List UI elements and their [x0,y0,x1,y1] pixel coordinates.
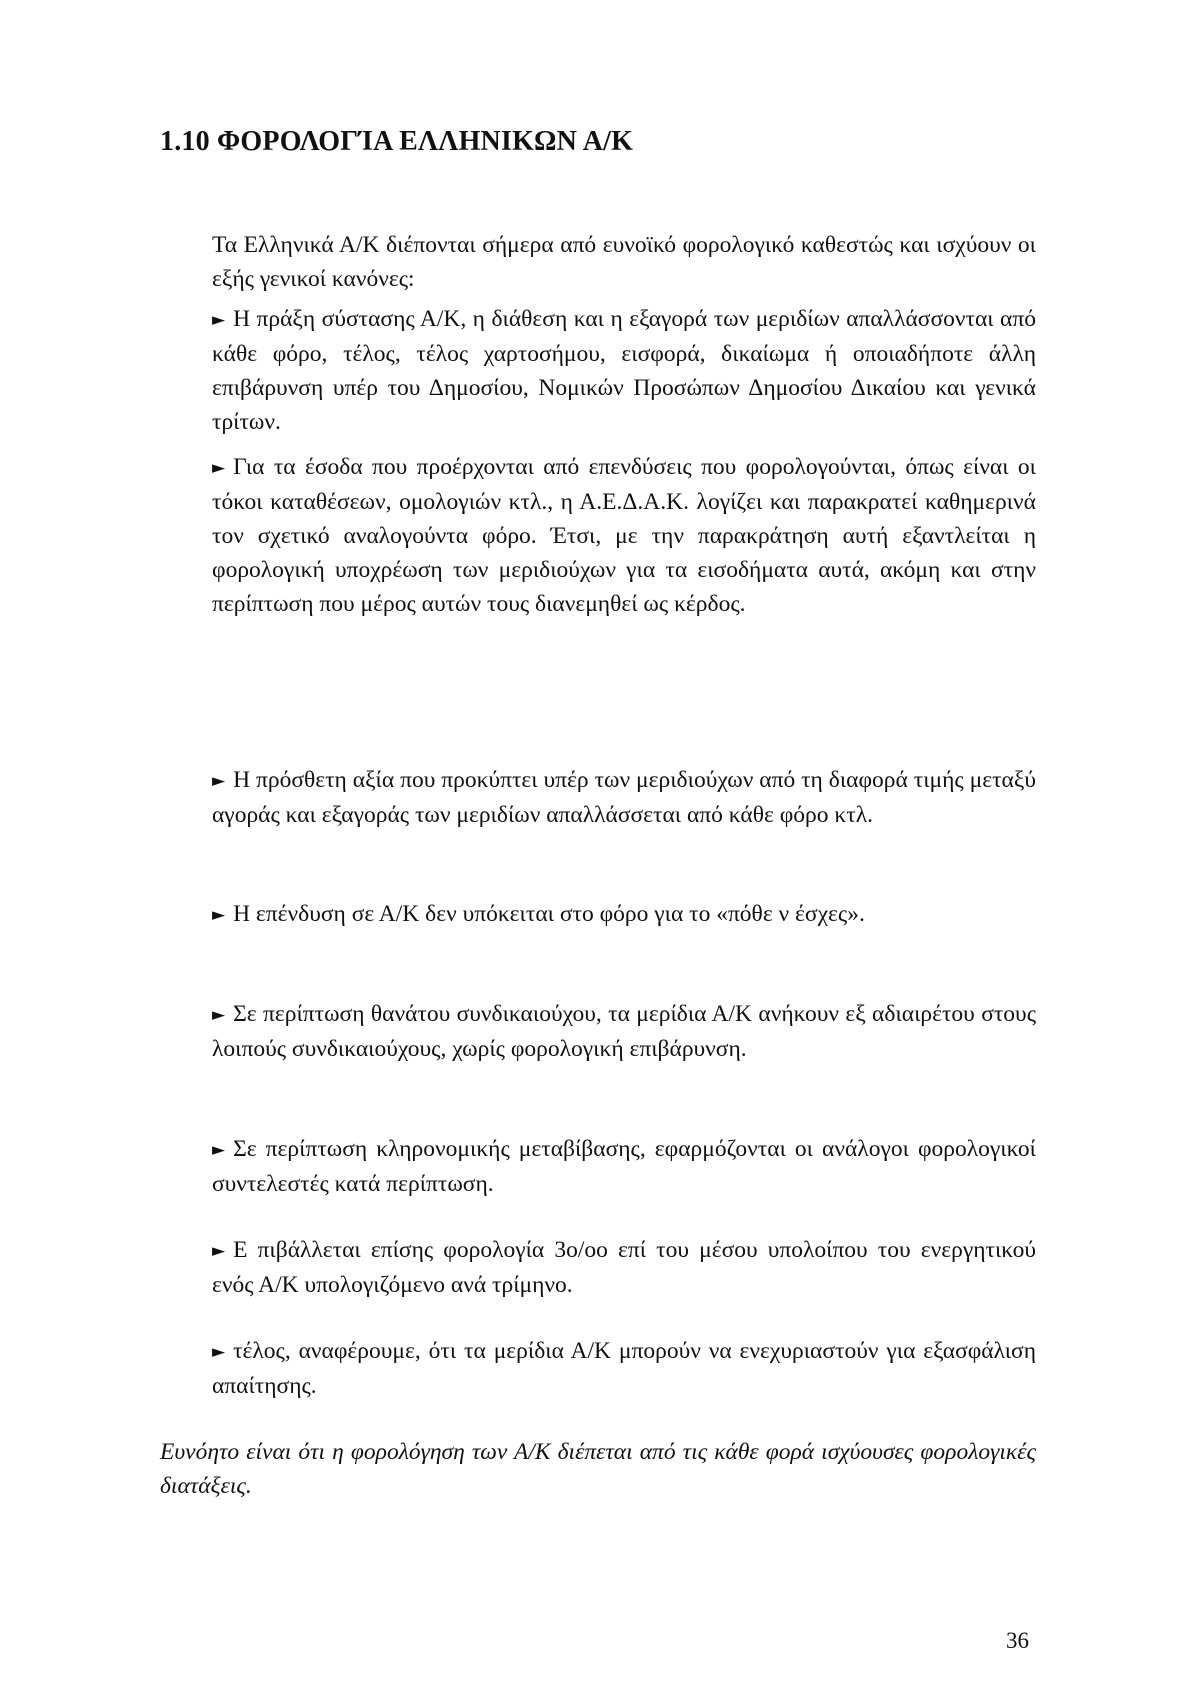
bullet-text: Σε περίπτωση κληρονομικής μεταβίβασης, εφαρμόζονται οι ανάλογοι φορολογικοί συντελεστές κατά περίπτωση. [212,1136,1036,1197]
intro-paragraph [212,228,1036,296]
bullet-item-7 [212,1233,1036,1302]
bullet-text: Η επένδυση σε Α/Κ δεν υπόκειται στο φόρο για το «πόθε ν έσχες». [233,901,865,927]
bullet-item-5 [212,997,1036,1066]
bullet-text: Ε πιβάλλεται επίσης φορολογία 3ο/οο επί του μέσου υπολοίπου του ενεργητικού ενός Α/Κ υπολογιζόμενο ανά τρίμηνο. [212,1237,1036,1298]
bullet-arrow-icon: ► [212,1342,226,1362]
page-number: 36 [1006,1628,1029,1653]
bullet-text: Για τα έσοδα που προέρχονται από επενδύσεις που φορολογούνται, όπως είναι οι τόκοι καταθέσεων, ομολογιών κτλ., η Α.Ε.Δ.Α.Κ. λογίζει και παρακρατεί καθημερινά τον σχετικό αναλογούντα φόρο. Έτσι, με την παρακράτηση αυτή εξαντλείται η φορολογική υποχρέωση των μεριδιούχων για τα εισοδήματα αυτά, ακόμη και στην περίπτωση που μέρος αυτών τους διανεμηθεί ως κέρδος. [212,454,1036,617]
bullet-arrow-icon: ► [212,1005,226,1025]
closing-note: Ευνόητο είναι ότι η φορολόγηση των Α/Κ διέπεται από τις κάθε φορά ισχύουσες φορολογικές διατάξεις. [160,1439,1036,1499]
section-title: 1.10 ΦΟΡΟΛΟΓΊΑ ΕΛΛΗΝΙΚΩΝ Α/Κ [160,126,634,157]
bullet-text: Σε περίπτωση θανάτου συνδικαιούχου, τα μερίδια Α/Κ ανήκουν εξ αδιαιρέτου στους λοιπούς συνδικαιούχους, χωρίς φορολογική επιβάρυνση. [212,1001,1036,1062]
bullet-item-2 [212,450,1036,621]
bullet-text: Η πράξη σύστασης Α/Κ, η διάθεση και η εξαγορά των μεριδίων απαλλάσσονται από κάθε φόρο, τέλος, τέλος χαρτοσήμου, εισφορά, δικαίωμα ή οποιαδήποτε άλλη επιβάρυνση υπέρ του Δημοσίου, Νομικών Προσώπων Δημοσίου Δικαίου και γενικά τρίτων. [212,306,1036,435]
bullet-arrow-icon: ► [212,1241,226,1261]
bullet-arrow-icon: ► [212,1140,226,1160]
bullet-item-3 [212,763,1036,832]
bullet-arrow-icon: ► [212,771,226,791]
bullet-item-1 [212,302,1036,439]
bullet-item-6 [212,1132,1036,1201]
bullet-item-8 [212,1334,1036,1403]
bullet-item-4 [212,897,1036,932]
bullet-arrow-icon: ► [212,905,226,925]
bullet-text: τέλος, αναφέρουμε, ότι τα μερίδια Α/Κ μπορούν να ενεχυριαστούν για εξασφάλιση απαίτησης. [212,1338,1036,1399]
intro-text: Τα Ελληνικά Α/Κ διέπονται σήμερα από ευνοϊκό φορολογικό καθεστώς και ισχύουν οι εξής γενικοί κανόνες: [212,232,1036,292]
bullet-text: Η πρόσθετη αξία που προκύπτει υπέρ των μεριδιούχων από τη διαφορά τιμής μεταξύ αγοράς και εξαγοράς των μεριδίων απαλλάσσεται από κάθε φόρο κτλ. [212,767,1036,828]
bullet-arrow-icon: ► [212,458,226,478]
bullet-arrow-icon: ► [212,310,226,330]
